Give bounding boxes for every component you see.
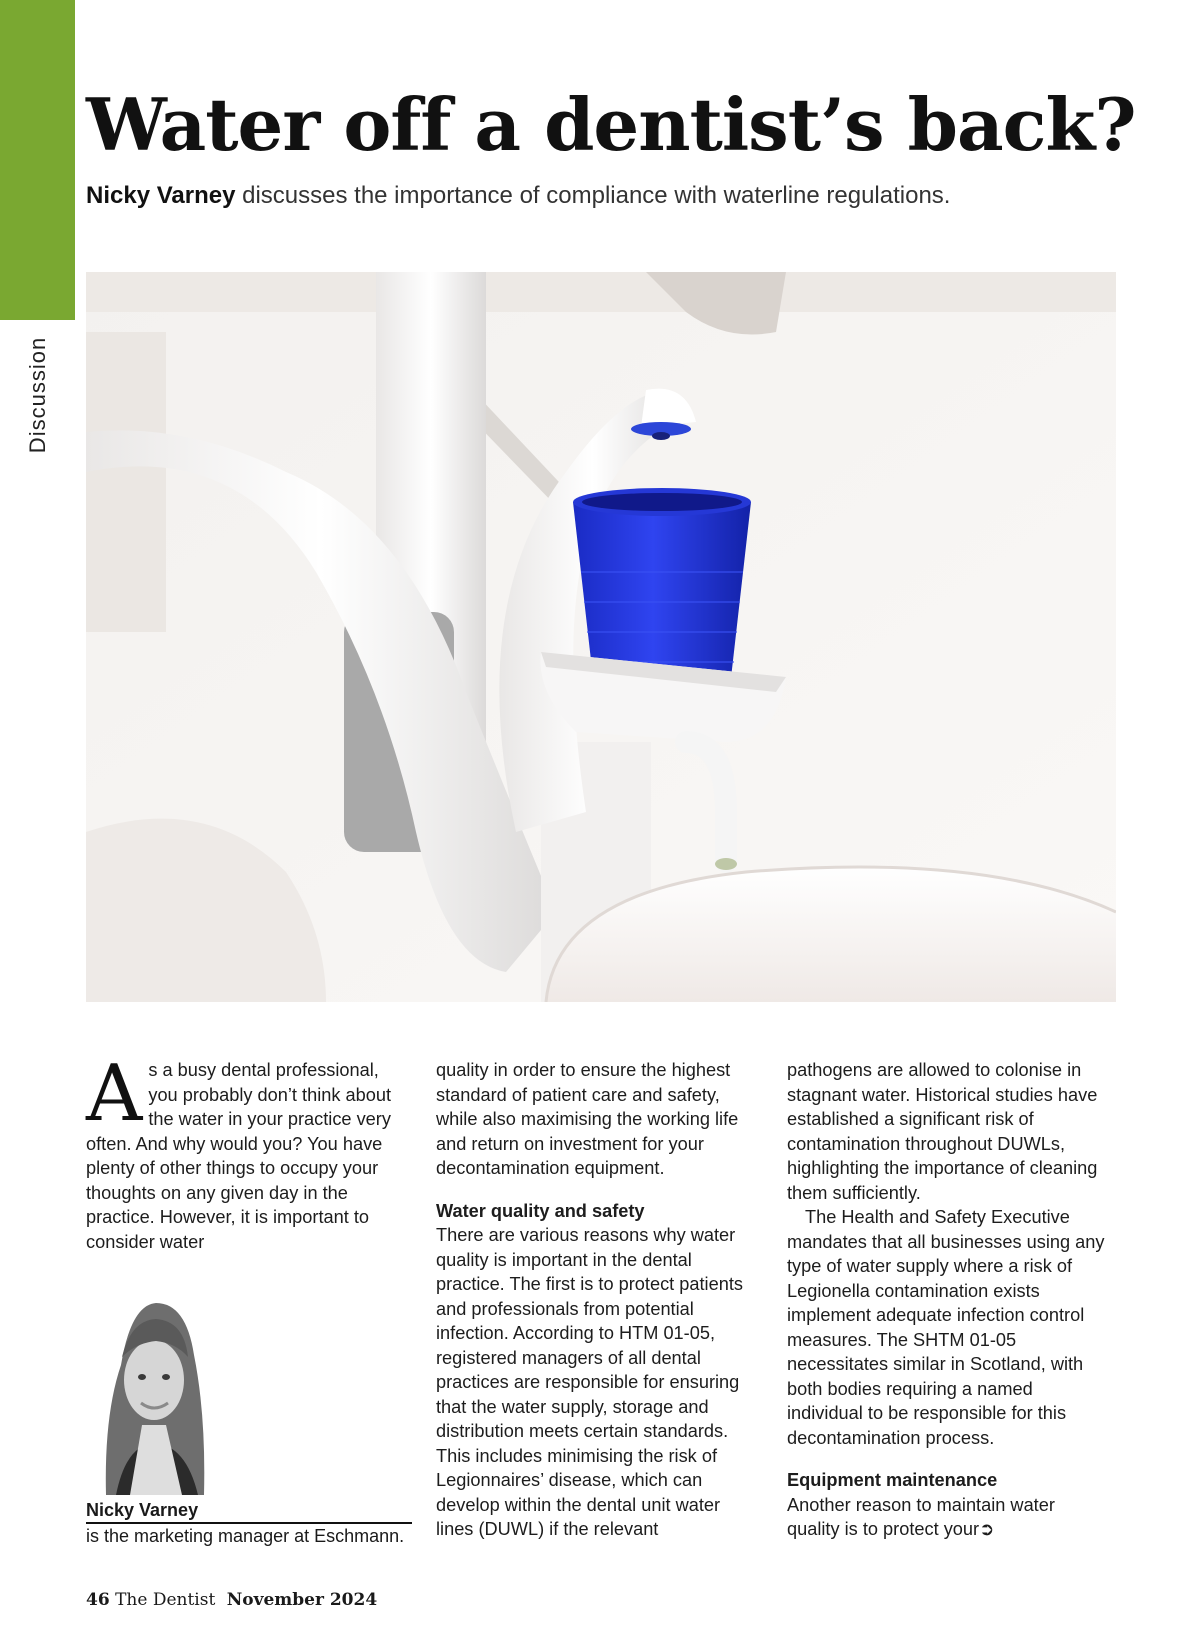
article-headline: Water off a dentist’s back? xyxy=(86,82,1136,167)
section-color-tab xyxy=(0,0,75,320)
paragraph: The Health and Safety Executive mandates that all businesses using any type of water supply where a risk of Legionella contamination exists implement adequate infection control measures. The SHTM 01-05 necessitates similar in Scotland, with both bodies requiring a named individual to be responsible for this decontamination process. xyxy=(787,1207,1105,1448)
publication-name: The Dentist xyxy=(115,1590,216,1610)
intro-paragraph: s a busy dental professional, you probably don’t think about the water in your practice very often. And why would you? You have plenty of other things to occupy your thoughts on any given day in the practice. However, it is important to consider water xyxy=(86,1060,392,1252)
page-footer xyxy=(86,1590,377,1610)
drop-cap: A xyxy=(86,1049,143,1139)
paragraph: There are various reasons why water quality is important in the dental practice. The first is to protect patients and professionals from potential infection. According to HTM 01-05, registered managers of all dental practices are responsible for ensuring that the water supply, storage and distribution meets certain standards. This includes minimising the risk of Legionnaires’ disease, which can develop within the dental unit water lines (DUWL) if the relevant xyxy=(436,1225,743,1539)
author-portrait xyxy=(86,1295,222,1495)
subheading-water-quality: Water quality and safety xyxy=(436,1200,645,1221)
paragraph xyxy=(787,1493,1107,1542)
article-column-2 xyxy=(436,1058,756,1542)
paragraph-text: Another reason to maintain water quality is to protect your xyxy=(787,1494,1055,1539)
standfirst-text: discusses the importance of compliance with waterline regulations. xyxy=(242,182,951,209)
paragraph: quality in order to ensure the highest standard of patient care and safety, while also maximising the working life and return on investment for your decontamination equipment. xyxy=(436,1060,739,1178)
standfirst xyxy=(86,182,950,210)
continue-arrow-icon: ➲ xyxy=(979,1519,995,1539)
article-column-1 xyxy=(86,1049,406,1254)
standfirst-author: Nicky Varney xyxy=(86,182,236,209)
subheading-equipment-maintenance: Equipment maintenance xyxy=(787,1470,998,1490)
hero-photo-dental-spittoon xyxy=(86,272,1116,1002)
page-number: 46 xyxy=(86,1590,110,1610)
article-column-3 xyxy=(787,1058,1107,1542)
paragraph: pathogens are allowed to colonise in stagnant water. Historical studies have established a significant risk of contamination throughout DUWLs, highlighting the importance of cleaning them sufficiently. xyxy=(787,1060,1098,1203)
author-bio: is the marketing manager at Eschmann. xyxy=(86,1526,405,1546)
section-label: Discussion xyxy=(25,336,50,454)
author-name: Nicky Varney xyxy=(86,1500,412,1524)
issue-date: November 2024 xyxy=(226,1590,378,1610)
